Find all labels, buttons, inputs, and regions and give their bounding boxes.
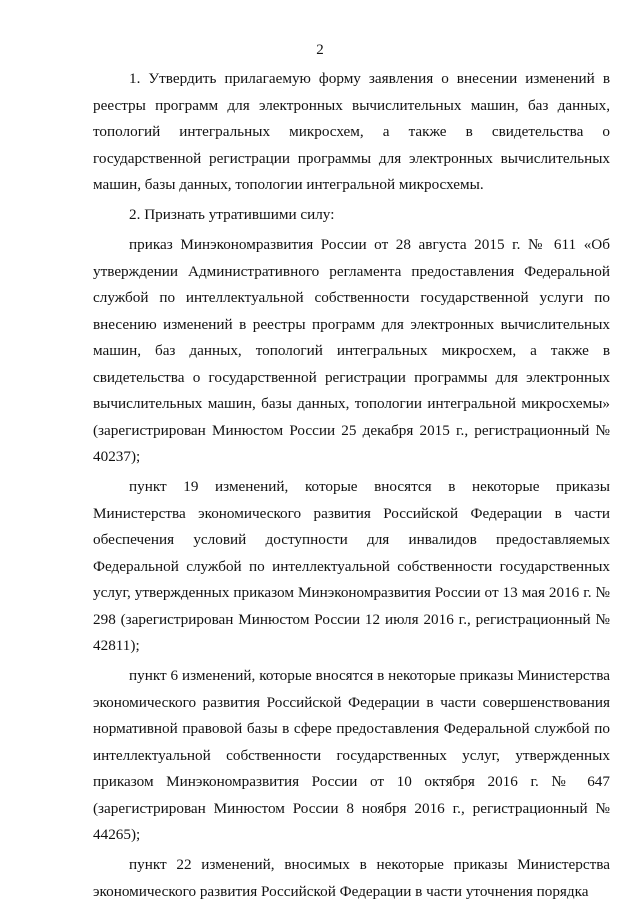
paragraph-item-6: пункт 6 изменений, которые вносятся в некоторые приказы Министерства экономического развития Российской Федерации в части совершенствования нормативной правовой базы в сфере предоставления Федеральной службой по интеллектуальной собственности государственных услуг, утвержденных приказом Минэкономразвития России от 10 октября 2016 г. № 647 (зарегистрирован Минюстом России 8 ноября 2016 г., регистрационный № 44265); xyxy=(93,667,610,843)
paragraph-item-19: пункт 19 изменений, которые вносятся в некоторые приказы Министерства экономического развития Российской Федерации в части обеспечения условий доступности для инвалидов предоставляемых Федеральной службой по интеллектуальной собственности государственных услуг, утвержденных приказом Минэкономразвития России от 13 мая 2016 г. № 298 (зарегистрирован Минюстом России 12 июля 2016 г., регистрационный № 42811); xyxy=(93,478,610,654)
paragraph-item-22: пункт 22 изменений, вносимых в некоторые приказы Министерства экономического развития Российской Федерации в части уточнения порядка xyxy=(93,856,610,900)
page-number: 2 xyxy=(316,42,324,58)
paragraph-approve-form: 1. Утвердить прилагаемую форму заявления о внесении изменений в реестры программ для электронных вычислительных машин, баз данных, топологий интегральных микросхем, а также в свидетельства о государственной регистрации программы для электронных вычислительных машин, базы данных, топологии интегральной микросхемы. xyxy=(93,70,610,193)
paragraph-order-611: приказ Минэкономразвития России от 28 августа 2015 г. № 611 «Об утверждении Административного регламента предоставления Федеральной службой по интеллектуальной собственности государственной услуги по внесению изменений в реестры программ для электронных вычислительных машин, баз данных, топологий интегральных микросхем, а также в свидетельства о государственной регистрации программы для электронных вычислительных машин, базы данных, топологии интегральной микросхемы» (зарегистрирован Минюстом России 25 декабря 2015 г., регистрационный № 40237); xyxy=(93,236,610,465)
document-body xyxy=(93,66,610,909)
paragraph-repeal-heading: 2. Признать утратившими силу: xyxy=(129,206,335,223)
